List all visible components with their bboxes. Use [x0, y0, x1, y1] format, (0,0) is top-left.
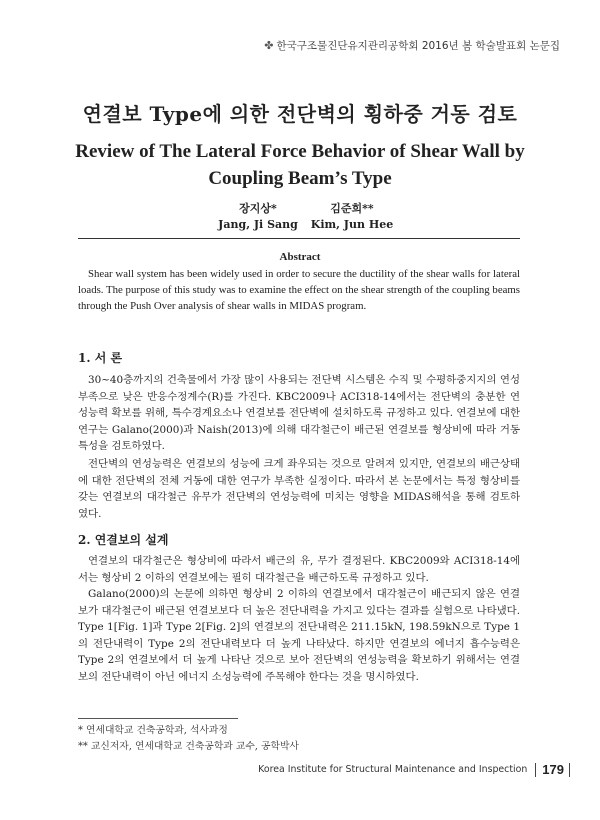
- footnote-divider: [78, 718, 238, 719]
- abstract-heading: Abstract: [279, 251, 321, 263]
- section-2-heading: 2. 연결보의 설계: [78, 533, 169, 547]
- footer-institute: Korea Institute for Structural Maintenance and Inspection: [258, 763, 536, 777]
- page-footer: [258, 763, 570, 777]
- section-1-paragraph-2: 전단벽의 연성능력은 연결보의 성능에 크게 좌우되는 것으로 알려져 있지만, 연결보의 배근상태에 대한 전단벽의 전체 거동에 대한 연구가 부족한 실정이다. 따라서 본 논문에서는 특정 형상비를 갖는 연결보의 대각철근 유무가 전단벽의 연성능력에 미치는 영향을 MIDAS해석을 통해 검토하였다.: [78, 458, 520, 520]
- journal-header: [264, 38, 560, 53]
- abstract-text: Shear wall system has been widely used in order to secure the ductility of the shear walls for lateral loads. The purpose of this study was to examine the effect on the shear strength of the coupling beams through the Push Over analysis of shear walls in MIDAS program.: [78, 268, 520, 312]
- author-2: [292, 201, 412, 233]
- section-2-paragraph-2: Galano(2000)의 논문에 의하면 형상비 2 이하의 연결보에서 대각철근이 배근되지 않은 연결보가 대각철근이 배근된 연결보보다 더 높은 전단내력을 가지고 있다는 결과를 실험으로 나타냈다. Type 1[Fig. 1]과 Type 2[Fig. 2]의 연결보의 전단내력은 211.15kN, 198.59kN으로 Type 1의 전단내력이 Type 2의 전단내력보다 더 높게 나타났다. 하지만 연결보의 에너지 흡수능력은 Type 2의 연결보에서 더 높게 나타난 것으로 보아 전단벽의 연성능력을 확보하기 위해서는 연결보의 전단내력이 아닌 에너지 소성능력에 주목해야 한다는 것을 명시하였다.: [78, 588, 520, 683]
- page-number: 179: [542, 763, 570, 777]
- author-2-english: Kim, Jun Hee: [310, 218, 394, 231]
- author-1-korean: 장지상*: [239, 202, 277, 215]
- footnote-2: ** 교신저자, 연세대학교 건축공학과 교수, 공학박사: [78, 741, 299, 752]
- journal-logo-icon: ✤: [264, 39, 274, 52]
- author-1-english: Jang, Ji Sang: [218, 218, 298, 231]
- title-divider: [78, 238, 520, 239]
- title-english: Review of The Lateral Force Behavior of Shear Wall by Coupling Beam’s Type: [75, 141, 525, 189]
- journal-name: 한국구조물진단유지관리공학회 2016년 봄 학술발표회 논문집: [276, 40, 560, 52]
- author-2-korean: 김준희**: [330, 202, 374, 215]
- footnote-1: * 연세대학교 건축공학과, 석사과정: [78, 725, 228, 736]
- title-korean: 연결보 Type에 의한 전단벽의 횡하중 거동 검토: [82, 102, 518, 126]
- section-1-paragraph-1: 30~40층까지의 건축물에서 가장 많이 사용되는 전단벽 시스템은 수직 및 수평하중지지의 연성 부족으로 낮은 반응수정계수(R)를 가진다. KBC2009나 ACI318-14에서는 전단벽의 충분한 연성능력 확보를 위해, 특수경계요소나 연결보를 전단벽에 설치하도록 규정하고 있다. 연결보에 대한 연구는 Galano(2000)과 Naish(2013)에 의해 대각철근이 배근된 연결보를 형상비에 따라 거동특성을 검토하였다.: [78, 374, 520, 452]
- section-2-paragraph-1: 연결보의 대각철근은 형상비에 따라서 배근의 유, 무가 결정된다. KBC2009와 ACI318-14에서는 형상비 2 이하의 연결보에는 필히 대각철근을 배근하도록 규정하고 있다.: [78, 555, 520, 584]
- section-1-heading: 1. 서 론: [78, 351, 123, 365]
